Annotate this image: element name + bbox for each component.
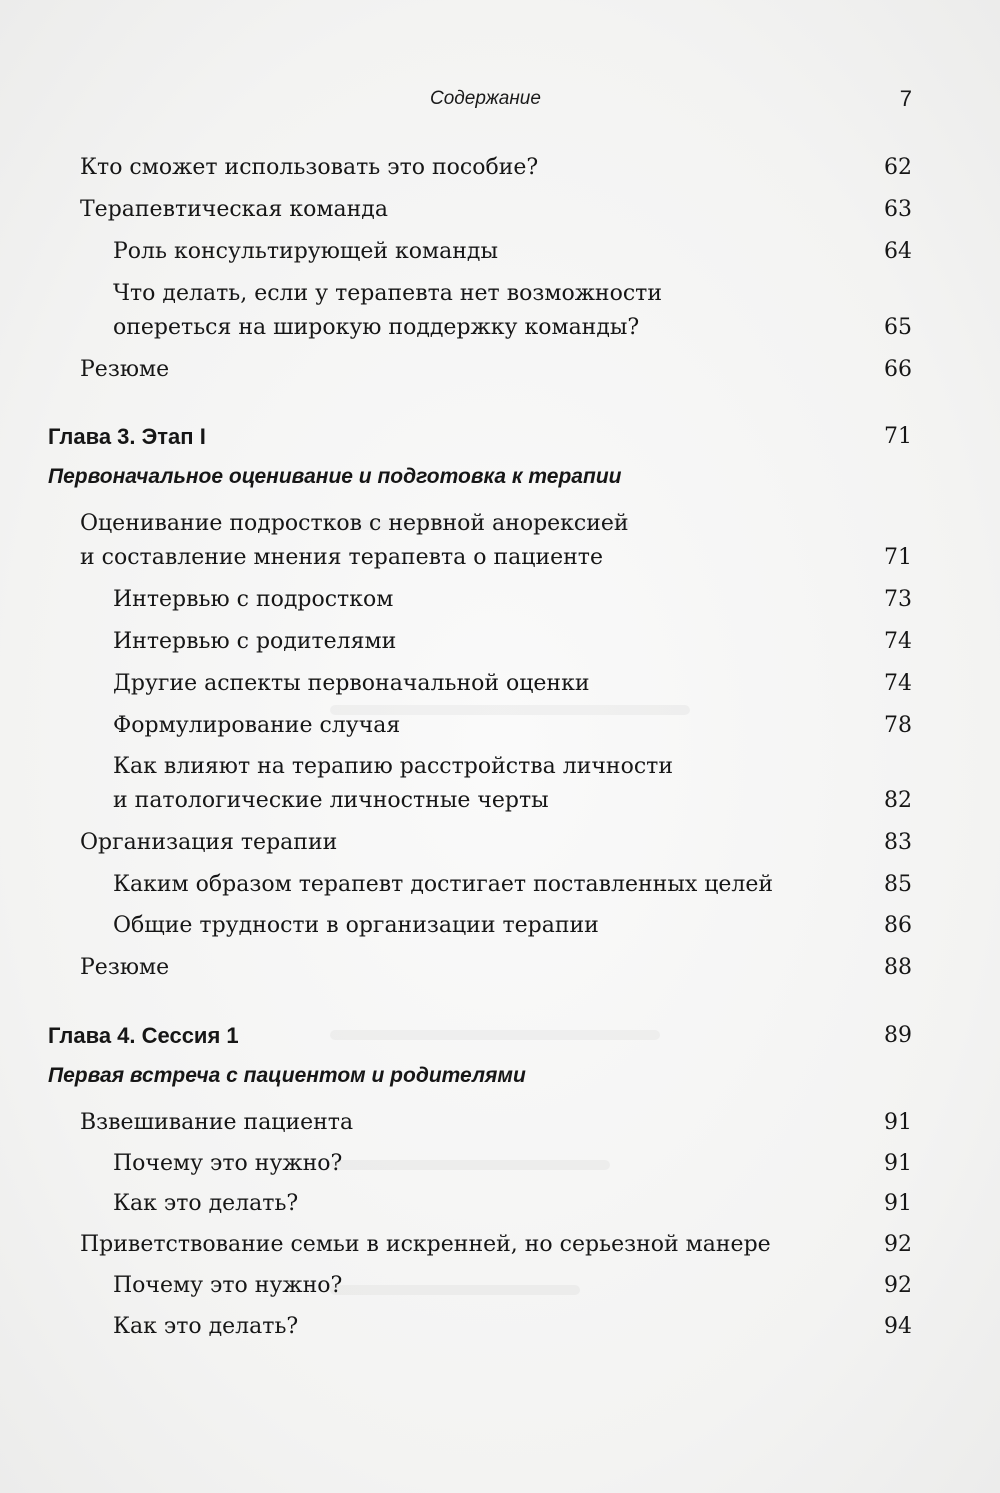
toc-entry-title: Кто сможет использовать это пособие?	[80, 155, 539, 180]
toc-entry-title: Что делать, если у терапевта нет возможности	[113, 281, 662, 306]
toc-entry-title: Интервью с родителями	[113, 629, 397, 654]
toc-entry-page: 64	[884, 239, 912, 264]
toc-entry[interactable]	[0, 951, 1000, 985]
toc-entry[interactable]	[0, 1228, 1000, 1262]
toc-subentry[interactable]	[0, 1269, 1000, 1303]
toc-entry-page: 92	[884, 1273, 912, 1298]
toc-subentry-continuation[interactable]	[0, 311, 1000, 345]
toc-entry-page: 73	[884, 587, 912, 612]
toc-entry[interactable]	[0, 193, 1000, 227]
toc-entry-title: Приветствование семьи в искренней, но серьезной манере	[80, 1232, 771, 1257]
toc-entry-page: 78	[884, 713, 912, 738]
toc-entry-page: 92	[884, 1232, 912, 1257]
toc-entry[interactable]	[0, 1106, 1000, 1140]
toc-entry-page: 71	[884, 545, 912, 570]
toc-entry-page: 86	[884, 913, 912, 938]
toc-entry-page: 91	[884, 1151, 912, 1176]
chapter-title: Глава 4. Сессия 1	[48, 1023, 239, 1048]
toc-entry-page: 89	[884, 1023, 912, 1048]
toc-entry-title: Оценивание подростков с нервной анорексией	[80, 511, 629, 536]
toc-entry-title: Почему это нужно?	[113, 1273, 343, 1298]
chapter-subtitle: Первая встреча с пациентом и родителями	[48, 1064, 526, 1087]
toc-entry-page: 94	[884, 1314, 912, 1339]
toc-entry-page: 63	[884, 197, 912, 222]
toc-entry-title: Общие трудности в организации терапии	[113, 913, 599, 938]
toc-entry[interactable]	[0, 151, 1000, 185]
toc-entry-title: Как это делать?	[113, 1314, 299, 1339]
toc-entry-title: Резюме	[80, 357, 170, 382]
toc-entry-page: 91	[884, 1191, 912, 1216]
toc-entry-title: Почему это нужно?	[113, 1151, 343, 1176]
toc-subentry[interactable]	[0, 667, 1000, 701]
toc-entry-page: 82	[884, 788, 912, 813]
toc-entry-page: 88	[884, 955, 912, 980]
toc-entry-page: 74	[884, 671, 912, 696]
toc-entry-page: 62	[884, 155, 912, 180]
toc-entry-title: Формулирование случая	[113, 713, 401, 738]
toc-entry-page: 83	[884, 830, 912, 855]
toc-entry[interactable]	[0, 507, 1000, 541]
toc-entry[interactable]	[0, 826, 1000, 860]
toc-subentry[interactable]	[0, 1187, 1000, 1221]
toc-entry-title: и составление мнения терапевта о пациенте	[80, 545, 603, 570]
toc-chapter-heading[interactable]	[0, 1019, 1000, 1053]
toc-entry-title: Как влияют на терапию расстройства личности	[113, 754, 673, 779]
toc-entry-page: 85	[884, 872, 912, 897]
toc-entry-title: Другие аспекты первоначальной оценки	[113, 671, 590, 696]
chapter-title: Глава 3. Этап I	[48, 424, 206, 449]
toc-subentry[interactable]	[0, 583, 1000, 617]
toc-entry-title: Каким образом терапевт достигает поставленных целей	[113, 872, 774, 897]
toc-entry-title: Взвешивание пациента	[80, 1110, 354, 1135]
toc-subentry[interactable]	[0, 1147, 1000, 1181]
toc-subentry[interactable]	[0, 750, 1000, 784]
toc-chapter-subtitle	[0, 1059, 1000, 1093]
toc-chapter-heading[interactable]	[0, 420, 1000, 454]
toc-entry-title: Резюме	[80, 955, 170, 980]
toc-entry-continuation[interactable]	[0, 541, 1000, 575]
toc-subentry[interactable]	[0, 709, 1000, 743]
toc-entry-page: 71	[884, 424, 912, 449]
page-number: 7	[899, 86, 912, 111]
chapter-subtitle: Первоначальное оценивание и подготовка к терапии	[48, 465, 622, 488]
toc-subentry[interactable]	[0, 868, 1000, 902]
toc-subentry[interactable]	[0, 625, 1000, 659]
toc-entry-title: и патологические личностные черты	[113, 788, 549, 813]
toc-entry-title: Терапевтическая команда	[80, 197, 388, 222]
toc-entry-title: опереться на широкую поддержку команды?	[113, 315, 640, 340]
running-header	[0, 88, 1000, 118]
toc-subentry[interactable]	[0, 1310, 1000, 1344]
toc-entry-title: Как это делать?	[113, 1191, 299, 1216]
toc-subentry[interactable]	[0, 235, 1000, 269]
toc-subentry-continuation[interactable]	[0, 784, 1000, 818]
toc-subentry[interactable]	[0, 909, 1000, 943]
toc-entry-title: Интервью с подростком	[113, 587, 394, 612]
toc-entry-page: 91	[884, 1110, 912, 1135]
running-header-title: Содержание	[430, 88, 541, 109]
toc-chapter-subtitle	[0, 460, 1000, 494]
toc-entry[interactable]	[0, 353, 1000, 387]
toc-entry-title: Роль консультирующей команды	[113, 239, 498, 264]
toc-entry-page: 65	[884, 315, 912, 340]
toc-subentry[interactable]	[0, 277, 1000, 311]
toc-entry-page: 66	[884, 357, 912, 382]
toc-entry-title: Организация терапии	[80, 830, 338, 855]
toc-entry-page: 74	[884, 629, 912, 654]
